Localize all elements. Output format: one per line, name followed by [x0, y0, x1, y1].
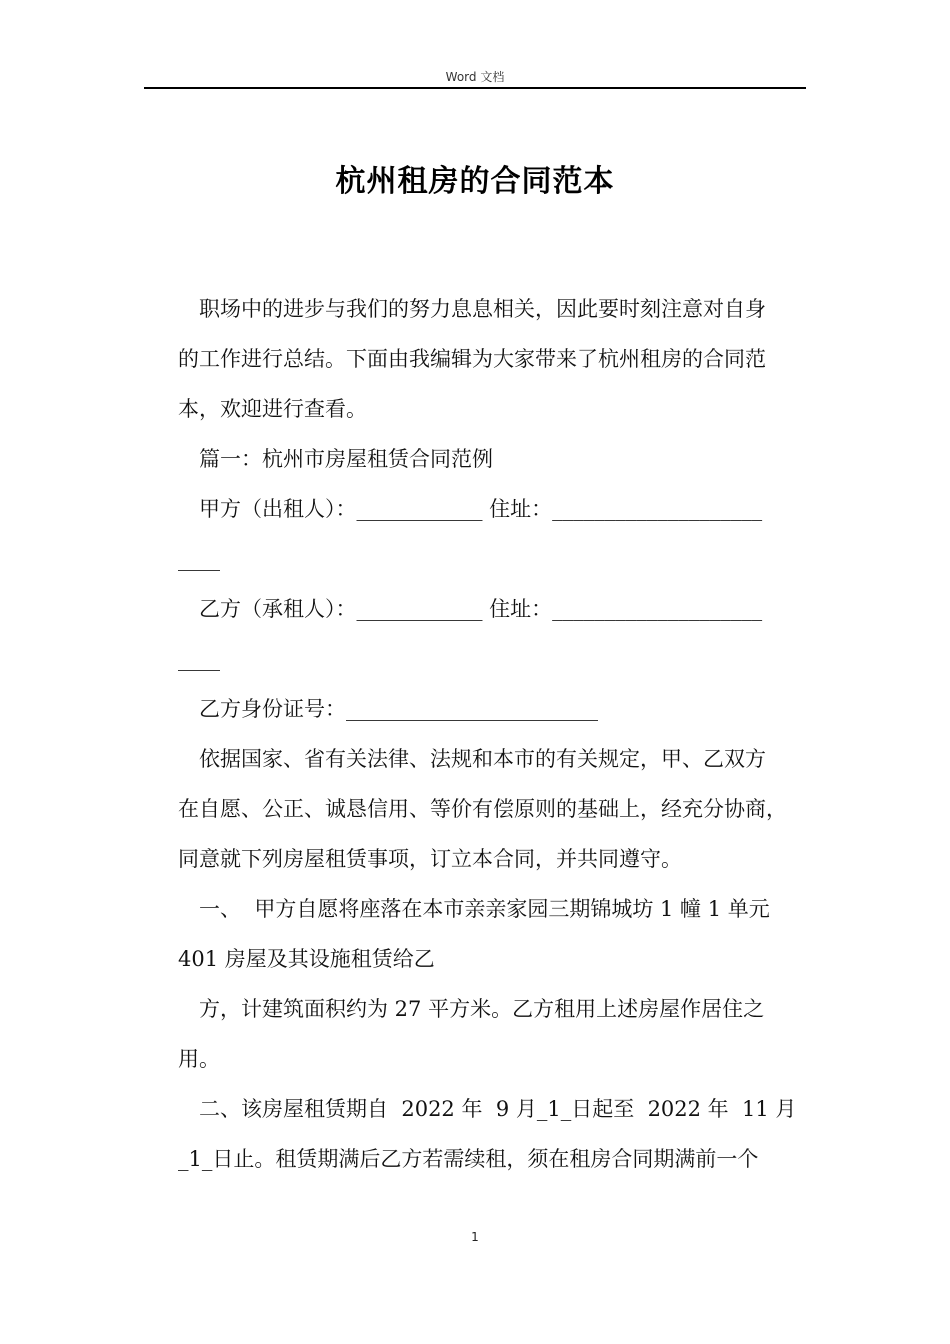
page-number: 1 — [471, 1230, 479, 1244]
section-heading: 篇一：杭州市房屋租赁合同范例 — [199, 447, 493, 471]
party-b-line: 乙方（承租人）：____________ 住址：____________________ — [199, 597, 763, 621]
paragraph-line: 的工作进行总结。下面由我编辑为大家带来了杭州租房的合同范 — [178, 347, 766, 371]
clause-line: 用。 — [178, 1047, 220, 1071]
clause-line: _1_日止。租赁期满后乙方若需续租，须在租房合同期满前一个 — [178, 1147, 759, 1171]
header-divider — [144, 87, 806, 89]
clause-line: 一、 甲方自愿将座落在本市亲亲家园三期锦城坊 1 幢 1 单元 — [199, 897, 770, 921]
party-a-line: 甲方（出租人）：____________ 住址：____________________ — [199, 497, 763, 521]
paragraph-line: 同意就下列房屋租赁事项，订立本合同，并共同遵守。 — [178, 847, 682, 871]
party-a-line-continued: ____ — [178, 547, 220, 571]
paragraph-line: 在自愿、公正、诚恳信用、等价有偿原则的基础上，经充分协商， — [178, 797, 787, 821]
paragraph-line: 职场中的进步与我们的努力息息相关，因此要时刻注意对自身 — [199, 297, 766, 321]
clause-line: 401 房屋及其设施租赁给乙 — [178, 947, 435, 971]
paragraph-line: 本，欢迎进行查看。 — [178, 397, 367, 421]
document-title: 杭州租房的合同范本 — [335, 164, 615, 199]
party-b-line-continued: ____ — [178, 647, 220, 671]
party-b-id-line: 乙方身份证号：________________________ — [199, 697, 598, 721]
clause-line: 方，计建筑面积约为 27 平方米。乙方租用上述房屋作居住之 — [199, 997, 765, 1021]
clause-line: 二、该房屋租赁期自 2022 年 9 月_1_日起至 2022 年 11 月 — [199, 1097, 797, 1121]
paragraph-line: 依据国家、省有关法律、法规和本市的有关规定，甲、乙双方 — [199, 747, 766, 771]
page-header-label: Word 文档 — [445, 70, 505, 84]
